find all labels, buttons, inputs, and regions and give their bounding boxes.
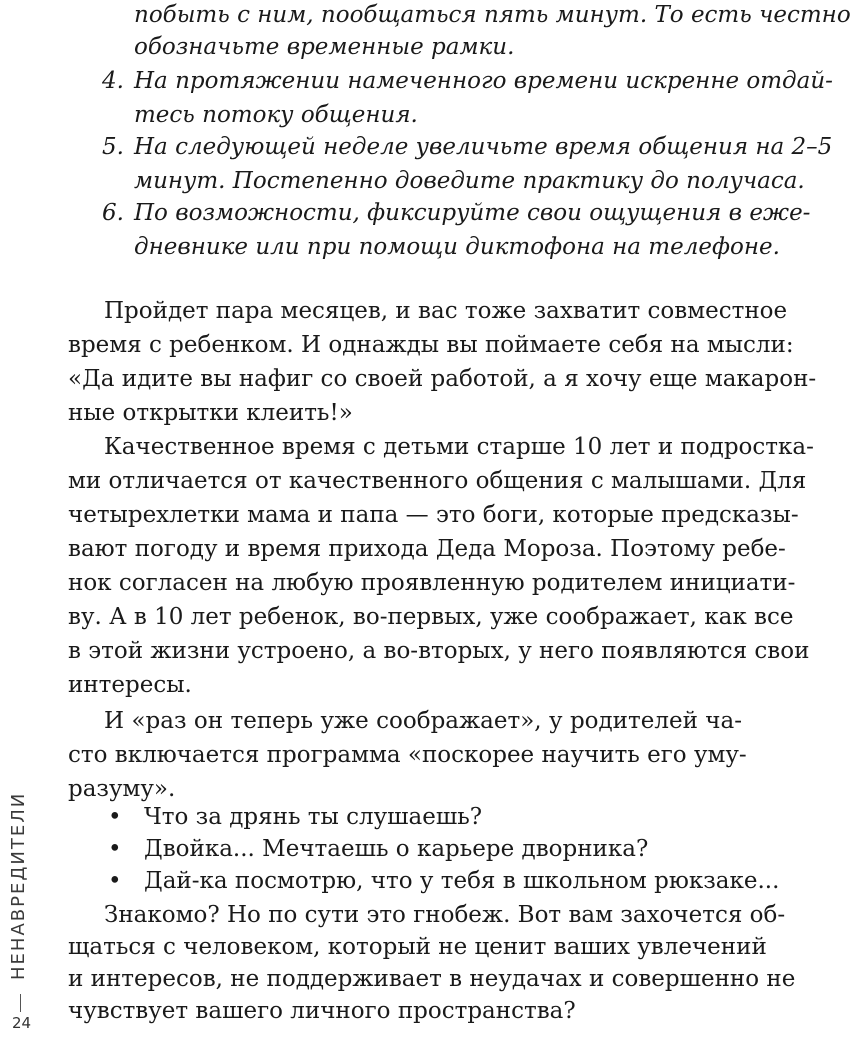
- paragraph-line: в этой жизни устроено, а во-вторых, у него появляются свои: [68, 638, 810, 664]
- bullet-marker: •: [108, 868, 122, 894]
- bullet-marker: •: [108, 804, 122, 830]
- side-divider: [20, 994, 21, 1012]
- paragraph-line: щаться с человеком, который не ценит ваших увлечений: [68, 934, 767, 960]
- paragraph-line: время с ребенком. И однажды вы поймаете себя на мысли:: [68, 332, 794, 358]
- running-title-text: НЕНАВРЕДИТЕЛИ: [8, 791, 29, 980]
- paragraph-line: чувствует вашего личного пространства?: [68, 998, 576, 1024]
- paragraph-line: ми отличается от качественного общения с малышами. Для: [68, 468, 807, 494]
- paragraph-line: ные открытки клеить!»: [68, 400, 353, 426]
- paragraph-line: «Да идите вы нафиг со своей работой, а я хочу еще макарон-: [68, 366, 817, 392]
- paragraph-line: Знакомо? Но по сути это гнобеж. Вот вам захочется об-: [104, 902, 786, 928]
- paragraph-line: ву. А в 10 лет ребенок, во-первых, уже соображает, как все: [68, 604, 794, 630]
- paragraph-line: Качественное время с детьми старше 10 лет и подростка-: [104, 434, 814, 460]
- list-item-line: На протяжении намеченного времени искренне отдай-: [134, 68, 833, 94]
- running-title: [8, 760, 34, 980]
- list-item-line: дневнике или при помощи диктофона на телефоне.: [134, 234, 780, 260]
- paragraph-line: и интересов, не поддерживает в неудачах и совершенно не: [68, 966, 796, 992]
- list-number: 4.: [102, 68, 124, 94]
- paragraph-line: нок согласен на любую проявленную родителем инициати-: [68, 570, 796, 596]
- bullet-item: Что за дрянь ты слушаешь?: [144, 804, 483, 830]
- list-item-line: тесь потоку общения.: [134, 102, 418, 128]
- paragraph-line: разуму».: [68, 776, 176, 802]
- paragraph-line: Пройдет пара месяцев, и вас тоже захватит совместное: [104, 298, 788, 324]
- bullet-marker: •: [108, 836, 122, 862]
- list-item-line: По возможности, фиксируйте свои ощущения в еже-: [134, 200, 811, 226]
- list-number: 5.: [102, 134, 124, 160]
- list-item-line: минут. Постепенно доведите практику до получаса.: [134, 168, 805, 194]
- paragraph-line: И «раз он теперь уже соображает», у родителей ча-: [104, 708, 742, 734]
- bullet-item: Двойка... Мечтаешь о карьере дворника?: [144, 836, 649, 862]
- list-continuation-line: побыть с ним, пообщаться пять минут. То есть честно: [134, 2, 851, 28]
- list-continuation-line: обозначьте временные рамки.: [134, 34, 515, 60]
- paragraph-line: сто включается программа «поскорее научить его уму-: [68, 742, 747, 768]
- paragraph-line: четырехлетки мама и папа — это боги, которые предсказы-: [68, 502, 799, 528]
- list-number: 6.: [102, 200, 124, 226]
- paragraph-line: вают погоду и время прихода Деда Мороза. Поэтому ребе-: [68, 536, 786, 562]
- list-item-line: На следующей неделе увеличьте время общения на 2–5: [134, 134, 833, 160]
- page-number: 24: [12, 1014, 32, 1032]
- bullet-item: Дай-ка посмотрю, что у тебя в школьном рюкзаке...: [144, 868, 780, 894]
- paragraph-line: интересы.: [68, 672, 192, 698]
